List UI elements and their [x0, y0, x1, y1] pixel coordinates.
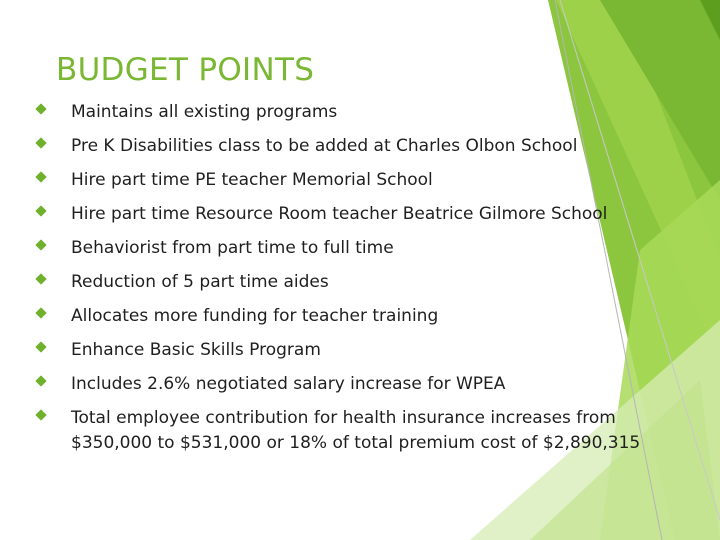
diamond-icon [35, 307, 46, 318]
diamond-icon [35, 375, 46, 386]
bullet-text: Behaviorist from part time to full time [71, 238, 394, 258]
bullet-text: Enhance Basic Skills Program [71, 340, 321, 360]
bullet-text: Total employee contribution for health insurance increases from $350,000 to $531,000 or 18% of total premium cost of $2,890,315 [71, 408, 641, 453]
bullet-text: Hire part time Resource Room teacher Beatrice Gilmore School [71, 204, 608, 224]
bullet-text: Maintains all existing programs [71, 102, 338, 122]
bullet-text: Includes 2.6% negotiated salary increase for WPEA [71, 374, 506, 394]
diamond-icon [35, 171, 46, 182]
bullet-text: Allocates more funding for teacher training [71, 306, 439, 326]
bullet-text: Pre K Disabilities class to be added at Charles Olbon School [71, 136, 578, 156]
diamond-icon [35, 137, 46, 148]
diamond-icon [35, 341, 46, 352]
diamond-icon [35, 239, 46, 250]
diamond-icon [35, 409, 46, 420]
diamond-icon [35, 273, 46, 284]
diamond-icon [35, 205, 46, 216]
bullet-text: Reduction of 5 part time aides [71, 272, 329, 292]
bullet-text: Hire part time PE teacher Memorial School [71, 170, 433, 190]
slide-title: BUDGET POINTS [56, 52, 315, 88]
diamond-icon [35, 103, 46, 114]
